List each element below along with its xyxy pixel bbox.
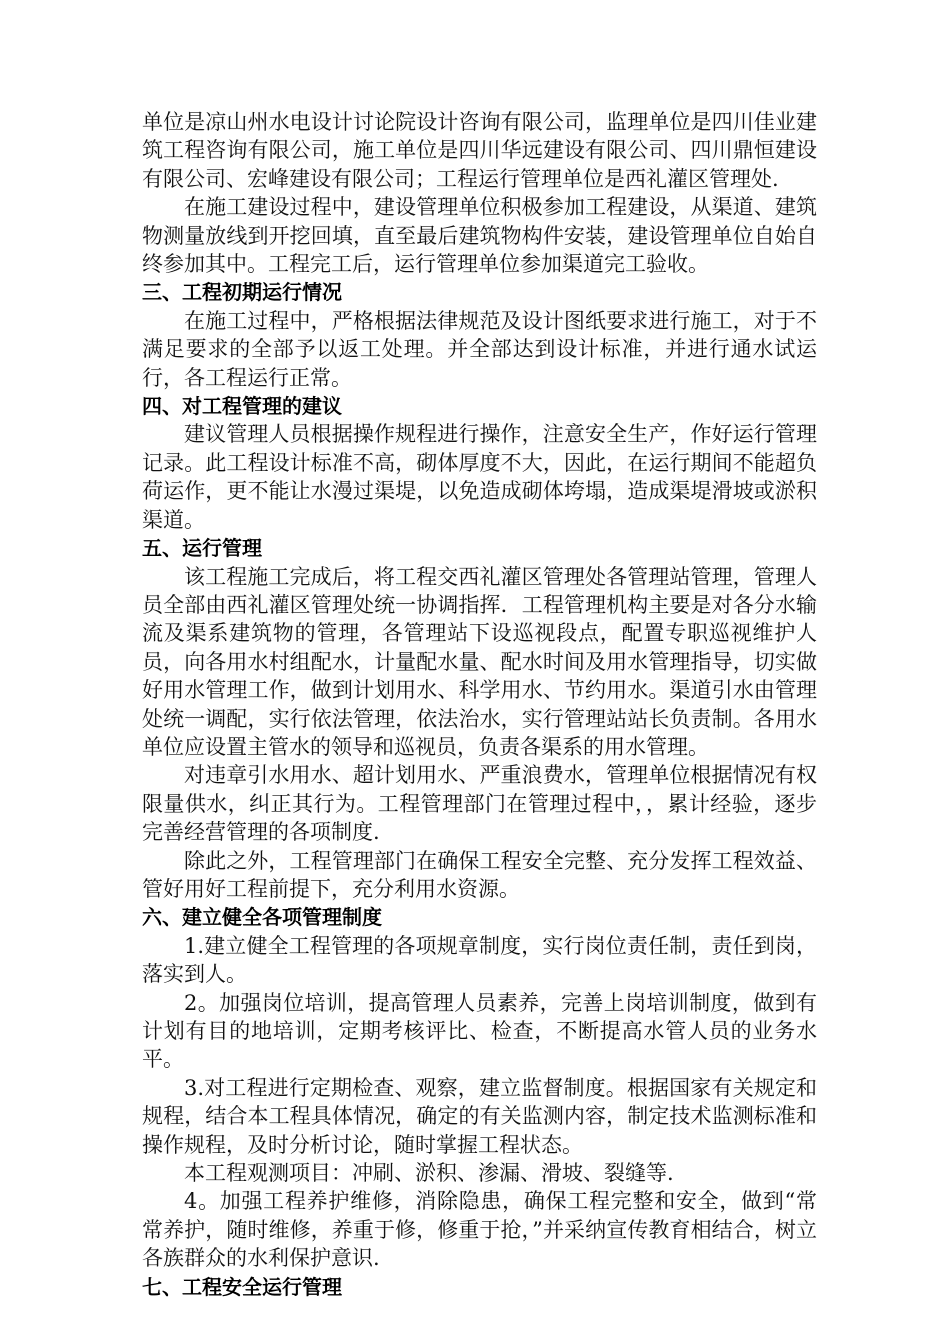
paragraph: 建议管理人员根据操作规程进行操作，注意安全生产，作好运行管理记录。此工程设计标准不高，砌体厚度不大，因此，在运行期间不能超负荷运作，更不能让水漫过渠堤，以免造成砌体垮塌，造成渠堤滑坡或淤积渠道。 [142,422,817,532]
list-item-paragraph: 1.建立健全工程管理的各项规章制度，实行岗位责任制，责任到岗，落实到人。 [142,933,817,987]
list-item-paragraph: 2。加强岗位培训，提高管理人员素养，完善上岗培训制度，做到有计划有目的地培训，定期考核评比、检查，不断提高水管人员的业务水平。 [142,990,817,1072]
document-page [142,108,817,1301]
paragraph: 除此之外，工程管理部门在确保工程安全完整、充分发挥工程效益、管好用好工程前提下，充分利用水资源。 [142,848,817,901]
paragraph: 该工程施工完成后，将工程交西礼灌区管理处各管理站管理，管理人员全部由西礼灌区管理处统一协调指挥．工程管理机构主要是对各分水输流及渠系建筑物的管理，各管理站下设巡视段点，配置专职巡视维护人员，向各用水村组配水，计量配水量、配水时间及用水管理指导，切实做好用水管理工作，做到计划用水、科学用水、节约用水。渠道引水由管理处统一调配，实行依法管理，依法治水，实行管理站站长负责制。各用水单位应设置主管水的领导和巡视员，负责各渠系的用水管理。 [142,564,817,759]
section-heading: 六、建立健全各项管理制度 [142,905,382,930]
paragraph: 对违章引水用水、超计划用水、严重浪费水，管理单位根据情况有权限量供水，纠正其行为。工程管理部门在管理过程中，，累计经验，逐步完善经营管理的各项制度. [142,763,817,845]
list-item-paragraph: 3.对工程进行定期检查、观察，建立监督制度。根据国家有关规定和规程，结合本工程具体情况，确定的有关监测内容，制定技术监测标准和操作规程，及时分析讨论，随时掌握工程状态。 [142,1075,817,1157]
paragraph: 单位是凉山州水电设计讨论院设计咨询有限公司，监理单位是四川佳业建筑工程咨询有限公司，施工单位是四川华远建设有限公司、四川鼎恒建设有限公司、宏峰建设有限公司；工程运行管理单位是西礼灌区管理处. [142,110,817,191]
section-heading: 四、对工程管理的建议 [142,394,342,419]
section-heading: 三、工程初期运行情况 [142,280,342,305]
paragraph: 在施工建设过程中，建设管理单位积极参加工程建设，从渠道、建筑物测量放线到开挖回填，直至最后建筑物构件安装，建设管理单位自始自终参加其中。工程完工后，运行管理单位参加渠道完工验收。 [142,195,817,277]
section-heading: 五、运行管理 [142,536,262,561]
paragraph: 本工程观测项目：冲刷、淤积、渗漏、滑坡、裂缝等. [184,1161,674,1186]
section-heading: 七、工程安全运行管理 [142,1274,342,1299]
paragraph: 在施工过程中，严格根据法律规范及设计图纸要求进行施工，对于不满足要求的全部予以返工处理。并全部达到设计标准，并进行通水试运行，各工程运行正常。 [142,308,817,390]
list-item-paragraph: 4。加强工程养护维修，消除隐患，确保工程完整和安全，做到“常常养护，随时维修，养重于修，修重于抢，”并采纳宣传教育相结合，树立各族群众的水利保护意识. [142,1189,817,1271]
